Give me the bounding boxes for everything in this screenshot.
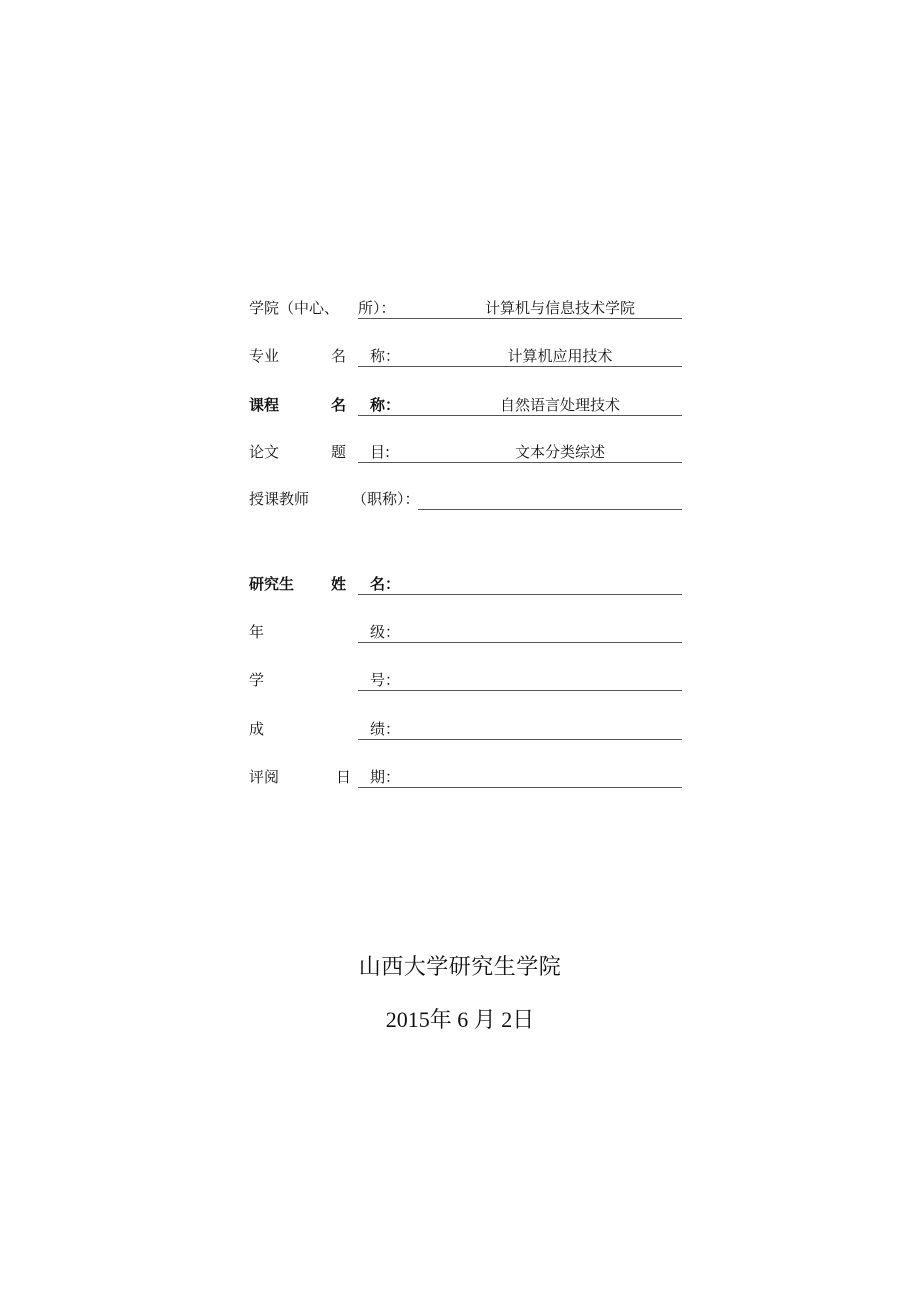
field-label: 论文 (249, 443, 280, 461)
field-student-name (0, 574, 920, 598)
field-label: 课程 (249, 396, 280, 414)
field-label-suffix: 名： (370, 575, 401, 593)
field-label-mid: 名 (331, 347, 347, 365)
field-label: 评阅 (249, 768, 280, 786)
field-underline (358, 415, 682, 416)
field-label-mid: 日 (336, 768, 352, 786)
institution-name: 山西大学研究生学院 (358, 955, 562, 980)
field-label-mid: 题 (331, 443, 347, 461)
field-instructor (0, 489, 920, 513)
field-label-suffix: 号： (370, 671, 401, 689)
field-college (0, 298, 920, 322)
field-underline (358, 642, 682, 643)
field-underline (358, 690, 682, 691)
field-value: 文本分类综述 (514, 443, 605, 461)
field-label-mid: 姓 (331, 575, 347, 593)
field-label-suffix: 称： (370, 396, 401, 414)
field-label: 学 (249, 671, 265, 689)
field-underline (358, 366, 682, 367)
field-grade-year (0, 622, 920, 646)
document-date: 2015年 6 月 2日 (385, 1007, 535, 1032)
field-value: 自然语言处理技术 (499, 396, 620, 414)
field-major (0, 346, 920, 370)
field-label-suffix: 目: (370, 443, 391, 461)
field-label: 学院（中心、 (249, 299, 340, 317)
field-label: 专业 (249, 347, 280, 365)
field-label: 成 (249, 720, 265, 738)
field-student-id (0, 670, 920, 694)
field-label-mid: 名 (331, 396, 347, 414)
field-score (0, 719, 920, 743)
field-label-suffix: 期： (370, 768, 401, 786)
field-underline (358, 462, 682, 463)
field-label-suffix: 称： (370, 347, 401, 365)
field-label-suffix: 级： (370, 623, 401, 641)
field-course (0, 395, 920, 419)
field-underline (358, 594, 682, 595)
field-label: 年 (249, 623, 265, 641)
field-thesis-title (0, 442, 920, 466)
field-underline (358, 739, 682, 740)
field-label: 授课教师 (249, 490, 310, 508)
field-label-suffix: 绩： (370, 720, 401, 738)
field-label: 研究生 (249, 575, 295, 593)
field-review-date (0, 767, 920, 791)
field-underline (358, 318, 682, 319)
field-value: 计算机应用技术 (507, 347, 613, 365)
field-label-suffix: 所）： (358, 299, 396, 317)
field-label-mid: （职称）： (352, 490, 420, 508)
field-underline (418, 509, 682, 510)
field-underline (358, 787, 682, 788)
field-value: 计算机与信息技术学院 (484, 299, 635, 317)
